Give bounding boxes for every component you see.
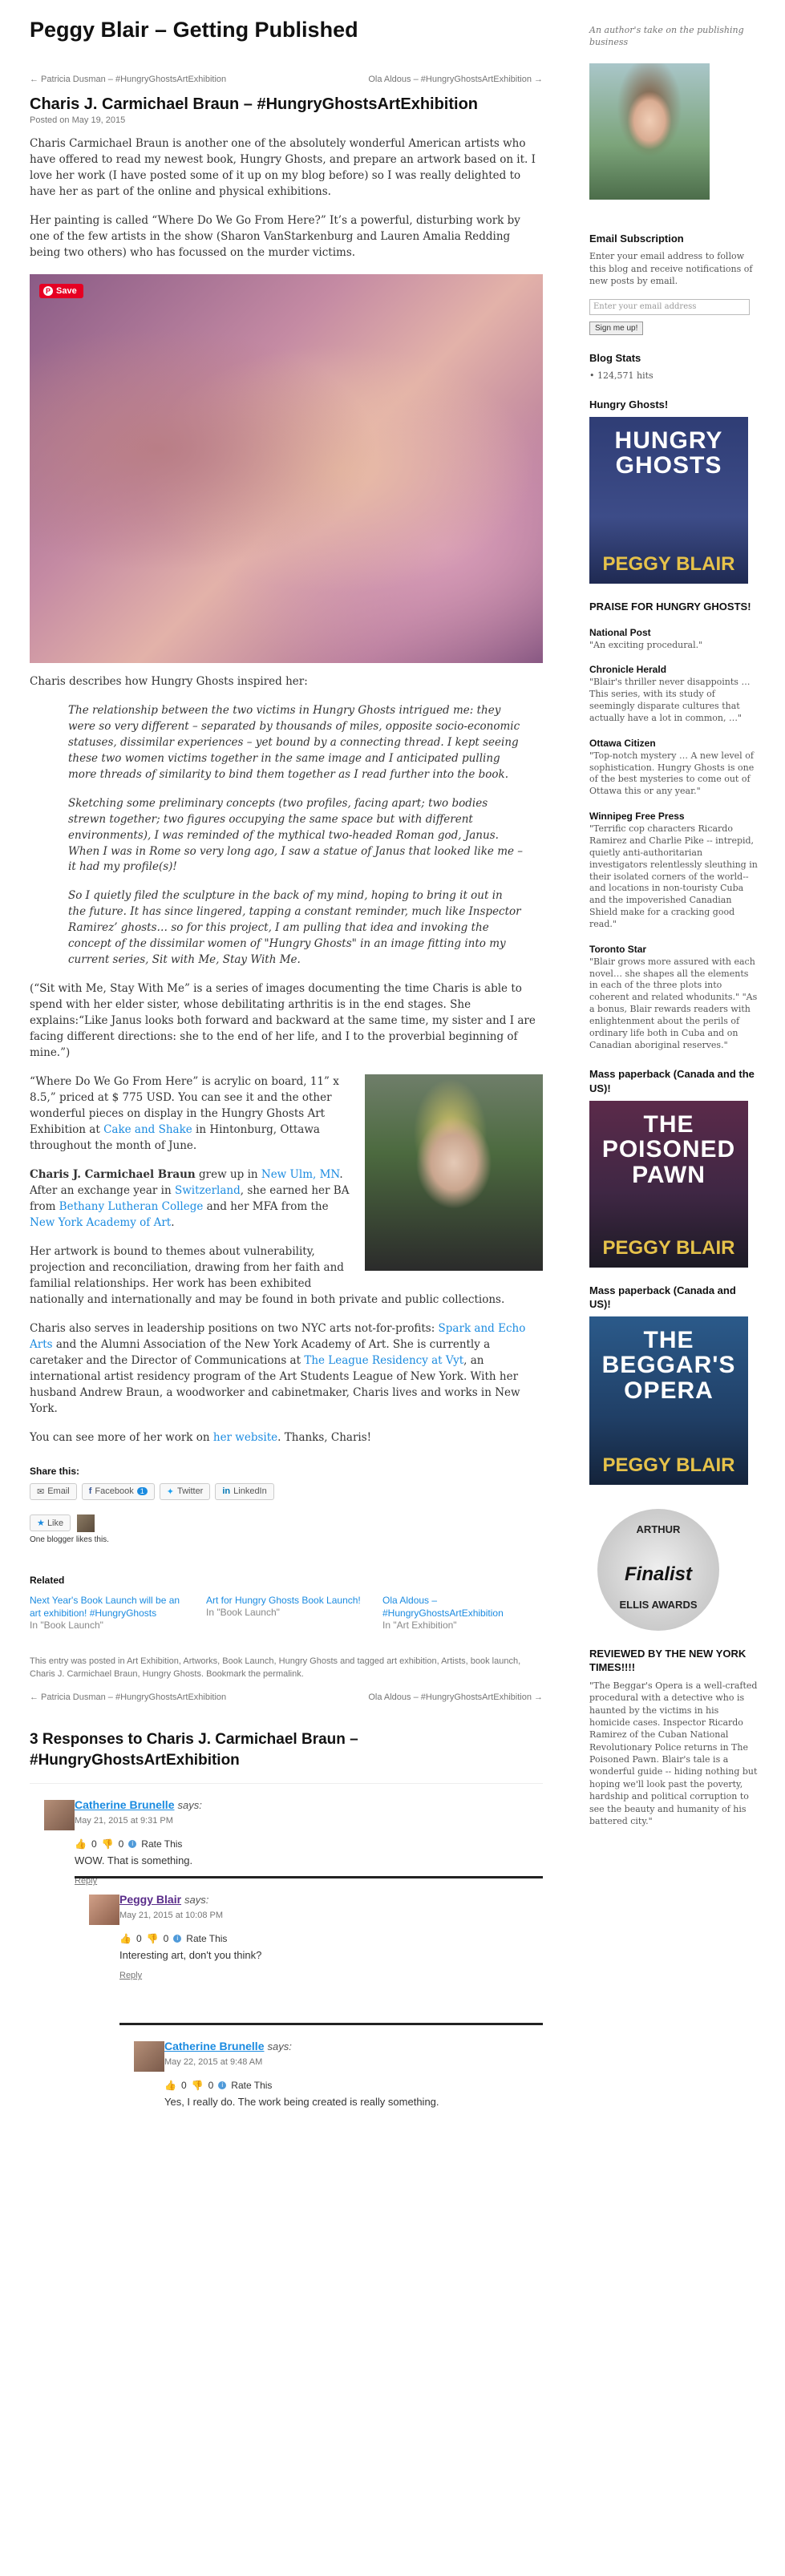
poisoned-pawn-heading: Mass paperback (Canada and the US)! bbox=[589, 1068, 755, 1095]
next-post-link[interactable]: Ola Aldous – #HungryGhostsArtExhibition → bbox=[368, 75, 543, 84]
thumbs-down-count: 0 bbox=[163, 1933, 169, 1945]
post-date-line bbox=[30, 115, 543, 125]
category-link[interactable]: Hungry Ghosts bbox=[278, 1656, 338, 1666]
linkedin-icon: in bbox=[222, 1486, 231, 1496]
share-facebook-button[interactable] bbox=[82, 1483, 155, 1500]
comment-nested bbox=[119, 2023, 543, 2113]
thumbs-up-count: 0 bbox=[180, 2080, 187, 2092]
like-row bbox=[30, 1514, 543, 1532]
category-link[interactable]: Book Launch bbox=[222, 1656, 274, 1666]
envelope-icon: ✉ bbox=[37, 1486, 45, 1497]
post-paragraph-4: (“Sit with Me, Stay With Me” is a series of images documenting the time Charis is able to spend with her elder sister, whose debilitating arthritis is in the end stages. She explains:“Like Janus looks both forward and backward at the same time, my sister and I are facing different directions: she to the end of her life, and I to the proverbial beginning of mine.”) bbox=[30, 982, 536, 1060]
pinterest-save-button[interactable] bbox=[39, 284, 83, 298]
author-headshot bbox=[589, 63, 710, 200]
praise-quote: "Blair grows more assured with each novel… she shapes all the elements in each of the three plots into coherent and related whodunits." "As a bonus, Blair rewards readers with enlightenment about the perils of ordinary life both in Cuba and on Canadian aboriginal reserves." bbox=[589, 956, 758, 1050]
poisoned-pawn-cover[interactable] bbox=[589, 1101, 748, 1268]
comment-body bbox=[164, 2025, 543, 2108]
p6-text-a: grew up in bbox=[195, 1167, 261, 1181]
beggars-opera-cover[interactable] bbox=[589, 1316, 748, 1485]
nyaa-link[interactable]: New York Academy of Art bbox=[30, 1215, 172, 1229]
blog-stats-hits: 124,571 hits bbox=[597, 370, 653, 382]
thumbs-up-count: 0 bbox=[91, 1838, 97, 1850]
artist-photo bbox=[365, 1074, 543, 1271]
rate-this-label: Rate This bbox=[231, 2080, 273, 2092]
rating-row bbox=[119, 1933, 543, 1944]
praise-quote: "Terrific cop characters Ricardo Ramirez and Charlie Pike -- intrepid, quietly anti-authoritarian investigators relentlessly sleuthing in their isolated corners of the world-- and locations in non-touristy Cuba and the impoverished Canadian Shield make for a cracking good read." bbox=[589, 823, 758, 929]
book-cover-title: THE BEGGAR'S OPERA bbox=[601, 1326, 736, 1404]
prev-post-link[interactable]: ← Patricia Dusman – #HungryGhostsArtExhibition bbox=[30, 75, 227, 84]
commenter-avatar bbox=[44, 1800, 75, 1830]
quote-paragraph-2: Sketching some preliminary concepts (two profiles, facing apart; two bodies strewn together; two figures occupying the same space but with different environments), I was reminded of the mythical two-headed Roman god, Janus. When I was in Rome so very long ago, I saw a statue of Janus that looked like me – it had my profile(s)! bbox=[68, 796, 524, 874]
meta-text-c: . Bookmark the bbox=[201, 1669, 264, 1680]
p9-text-b: . Thanks, Charis! bbox=[277, 1430, 372, 1444]
book-cover-title: THE POISONED PAWN bbox=[601, 1110, 736, 1188]
tag-link[interactable]: book launch bbox=[470, 1656, 519, 1666]
p9-text-a: You can see more of her work on bbox=[30, 1430, 213, 1444]
bethany-link[interactable]: Bethany Lutheran College bbox=[59, 1199, 204, 1213]
info-icon[interactable]: i bbox=[128, 1840, 136, 1848]
hungry-ghosts-cover[interactable] bbox=[589, 417, 748, 584]
thumbs-up-count: 0 bbox=[136, 1933, 142, 1945]
pinterest-icon: P bbox=[43, 286, 53, 296]
praise-list bbox=[589, 627, 758, 1052]
p6-text-e: . bbox=[171, 1215, 175, 1229]
comment-date[interactable]: May 21, 2015 at 9:31 PM bbox=[75, 1816, 173, 1826]
comment-date[interactable]: May 21, 2015 at 10:08 PM bbox=[119, 1911, 224, 1921]
related-link[interactable]: Art for Hungry Ghosts Book Launch! bbox=[206, 1594, 361, 1606]
post-paragraph-3: Charis describes how Hungry Ghosts inspired her: bbox=[30, 674, 308, 688]
category-link[interactable]: Artworks bbox=[183, 1656, 218, 1666]
rating-row bbox=[75, 1838, 543, 1850]
thumbs-down-icon[interactable]: 👎 bbox=[101, 1838, 114, 1850]
praise-quote: "An exciting procedural." bbox=[589, 639, 703, 650]
rating-row bbox=[164, 2080, 543, 2091]
twitter-icon: ✦ bbox=[166, 1486, 174, 1497]
rate-this-label: Rate This bbox=[141, 1838, 183, 1850]
reply-link[interactable]: Reply bbox=[119, 1971, 143, 1981]
p8-text-c: , an international artist residency program of the Art Students League of New York. With her husband Andrew Braun, a woodworker and cabinetmaker, Charis lives and works in New York. bbox=[30, 1353, 520, 1415]
comment-author[interactable]: Catherine Brunelle bbox=[164, 2040, 265, 2053]
share-facebook-label: Facebook bbox=[95, 1486, 134, 1496]
email-subscription-heading: Email Subscription bbox=[589, 232, 684, 245]
hungry-ghosts-heading: Hungry Ghosts! bbox=[589, 398, 669, 411]
thumbs-down-icon[interactable]: 👎 bbox=[191, 2080, 204, 2092]
commenter-avatar bbox=[134, 2041, 164, 2072]
site-title[interactable]: Peggy Blair – Getting Published bbox=[30, 18, 358, 42]
prev-post-link[interactable]: ← Patricia Dusman – #HungryGhostsArtExhibition bbox=[30, 1692, 227, 1702]
praise-source: Winnipeg Free Press bbox=[589, 811, 685, 823]
post-date-link[interactable]: May 19, 2015 bbox=[71, 115, 126, 125]
p8-text-b: and the Alumni Association of the New York Academy of Art. She is currently a caretaker and the Director of Communications at bbox=[30, 1337, 491, 1367]
meta-text-b: and tagged bbox=[338, 1656, 387, 1666]
permalink-link[interactable]: permalink bbox=[263, 1669, 301, 1680]
praise-source: National Post bbox=[589, 626, 651, 638]
award-mid-text: Finalist bbox=[624, 1563, 692, 1585]
post-navigation-top bbox=[30, 75, 543, 84]
like-label: Like bbox=[47, 1519, 64, 1528]
comment-reply-thread bbox=[75, 1876, 543, 2023]
nyt-review-text: "The Beggar's Opera is a well-crafted procedural with a detective who is haunted by the victims in his homicide cases. Inspector Ricardo Ramirez of the Cuban National Revolutionary Police returns in The Poisoned Pawn. Blair's tale is a wonderful guide -- hiding nothing but hoping we'll look past the poverty, hardship and political corruption to see the beauty and humanity of his battered city." bbox=[589, 1680, 758, 1827]
related-heading: Related bbox=[30, 1574, 65, 1586]
new-ulm-link[interactable]: New Ulm, MN bbox=[261, 1167, 340, 1181]
book-cover-author: PEGGY BLAIR bbox=[602, 1236, 735, 1259]
related-link[interactable]: Next Year's Book Launch will be an art exhibition! #HungryGhosts bbox=[30, 1594, 180, 1619]
post-paragraph-9 bbox=[30, 1430, 543, 1446]
share-linkedin-label: LinkedIn bbox=[233, 1486, 267, 1496]
thumbs-down-icon[interactable]: 👎 bbox=[146, 1933, 159, 1945]
comment-body bbox=[75, 1784, 543, 1886]
related-item bbox=[382, 1594, 543, 1631]
commenter-avatar bbox=[89, 1895, 119, 1925]
facebook-count-badge: 1 bbox=[137, 1487, 148, 1495]
post-paragraph-8 bbox=[30, 1321, 543, 1417]
meta-text-d: . bbox=[301, 1669, 304, 1680]
share-email-button[interactable] bbox=[30, 1483, 77, 1500]
comments-heading: 3 Responses to Charis J. Carmichael Braun – #HungryGhostsArtExhibition bbox=[30, 1730, 358, 1769]
thumbs-up-icon[interactable]: 👍 bbox=[164, 2080, 176, 2092]
tag-link[interactable]: Charis J. Carmichael Braun bbox=[30, 1669, 138, 1680]
entry-meta: This entry was posted in Art Exhibition, Artworks, Book Launch, Hungry Ghosts and tagged art exhibition, Artists, book launch, Charis J. Carmichael Braun, Hungry Ghosts. Bookmark the permalink. bbox=[30, 1656, 521, 1680]
painting-image bbox=[30, 274, 543, 663]
thumbs-up-icon[interactable]: 👍 bbox=[75, 1838, 87, 1850]
share-twitter-label: Twitter bbox=[176, 1486, 204, 1496]
post-title: Charis J. Carmichael Braun – #HungryGhostsArtExhibition bbox=[30, 95, 479, 113]
sign-up-button[interactable]: Sign me up! bbox=[589, 321, 643, 335]
related-item bbox=[30, 1594, 190, 1631]
p5-text-a: “Where Do We Go From Here” is acrylic on board, 11” x 8.5,” priced at $ 775 USD. You can see it and the other wonderful pieces on display in the Hungry Ghosts Art Exhibition at bbox=[30, 1075, 339, 1137]
post-paragraph-2: Her painting is called “Where Do We Go From Here?” It’s a powerful, disturbing work by one of the few artists in the show (Sharon VanStarkenburg and Lauren Amalia Redding being two others) who has focussed on the murder victims. bbox=[30, 213, 520, 259]
related-category: In "Art Exhibition" bbox=[382, 1619, 457, 1631]
blog-stats-heading: Blog Stats bbox=[589, 351, 641, 364]
p8-text-a: Charis also serves in leadership positions on two NYC arts not-for-profits: bbox=[30, 1321, 439, 1335]
posted-prefix: Posted on bbox=[30, 115, 70, 125]
related-item bbox=[206, 1594, 366, 1631]
quote-paragraph-1: The relationship between the two victims in Hungry Ghosts intrigued me: they were so very different – separated by thousands of miles, opposite socio-economic statuses, dissimilar experiences – yet bound by a connecting thread. I kept seeing these two women victims together in the same image and I anticipated pulling more threads of similarity to bind them together as I read further into the book. bbox=[68, 703, 520, 781]
award-bottom-text: ELLIS AWARDS bbox=[619, 1598, 698, 1611]
star-icon: ★ bbox=[37, 1519, 45, 1528]
post-paragraph-7: Her artwork is bound to themes about vulnerability, projection and reconciliation, drawing from her faith and familial relationships. Her work has been exhibited nationally and internationally and may be found in both private and public collections. bbox=[30, 1244, 505, 1306]
comment-date[interactable]: May 22, 2015 at 9:48 AM bbox=[164, 2057, 263, 2068]
says-label: says: bbox=[267, 2040, 292, 2053]
comment-text: Yes, I really do. The work being created is really something. bbox=[164, 2096, 439, 2109]
p5-text-b: in Hintonburg, Ottawa throughout the month of June. bbox=[30, 1123, 320, 1152]
email-input[interactable]: Enter your email address bbox=[589, 299, 750, 315]
rate-this-label: Rate This bbox=[186, 1933, 228, 1945]
artist-quote bbox=[30, 703, 543, 969]
book-cover-title: HUNGRY GHOSTS bbox=[614, 427, 723, 479]
info-icon[interactable]: i bbox=[173, 1935, 181, 1943]
likes-text: One blogger likes this. bbox=[30, 1535, 109, 1544]
award-top-text: ARTHUR bbox=[636, 1523, 681, 1535]
liker-avatar[interactable] bbox=[77, 1514, 95, 1532]
thumbs-up-icon[interactable]: 👍 bbox=[119, 1933, 132, 1945]
says-label: says: bbox=[177, 1799, 202, 1812]
comment-text: WOW. That is something. bbox=[75, 1854, 193, 1867]
tag-link[interactable]: Hungry Ghosts bbox=[142, 1669, 201, 1680]
book-cover-author: PEGGY BLAIR bbox=[602, 1454, 735, 1476]
related-link[interactable]: Ola Aldous – #HungryGhostsArtExhibition bbox=[382, 1594, 504, 1619]
comment-author[interactable]: Catherine Brunelle bbox=[75, 1798, 175, 1812]
switzerland-link[interactable]: Switzerland bbox=[174, 1183, 241, 1197]
praise-quote: "Blair's thriller never disappoints …This series, with its study of seemingly disparate cultures that actually have a lot in common, …" bbox=[589, 677, 751, 723]
arthur-ellis-award-badge bbox=[597, 1509, 719, 1631]
quote-paragraph-3: So I quietly filed the sculpture in the back of my mind, hoping to bring it out in the future. It has since lingered, tapping a constant reminder, much like Inspector Ramirez’ ghosts… so for this project, I am pulling that idea and invoking the concept of the dissimilar women of "Hungry Ghosts" in an image fitting into my current series, Sit with Me, Stay With Me. bbox=[68, 889, 521, 967]
email-subscription-desc: Enter your email address to follow this blog and receive notifications of new posts by email. bbox=[589, 251, 753, 287]
meta-text-a: This entry was posted in bbox=[30, 1656, 127, 1666]
related-category: In "Book Launch" bbox=[30, 1619, 103, 1631]
artist-name: Charis J. Carmichael Braun bbox=[30, 1167, 196, 1181]
post-paragraph-1: Charis Carmichael Braun is another one of the absolutely wonderful American artists who have offered to read my newest book, Hungry Ghosts, and prepare an artwork based on it. I love her work (I have posted some of it up on my blog before) so I was really delighted to have her as part of the online and physical exhibitions. bbox=[30, 137, 536, 198]
site-tagline: An author's take on the publishing business bbox=[589, 25, 744, 48]
says-label: says: bbox=[184, 1894, 209, 1907]
like-button[interactable] bbox=[30, 1514, 71, 1531]
main-column bbox=[30, 0, 543, 2113]
praise-source: Ottawa Citizen bbox=[589, 737, 656, 749]
share-email-label: Email bbox=[47, 1486, 70, 1496]
comment bbox=[30, 1783, 543, 1887]
praise-quote: "Top-notch mystery … A new level of sophistication. Hungry Ghosts is one of the best mysteries to come out of Ottawa this or any year." bbox=[589, 750, 755, 797]
p6-text-d: and her MFA from the bbox=[203, 1199, 329, 1213]
share-heading: Share this: bbox=[30, 1465, 80, 1477]
p6-text-c: , she earned her BA from bbox=[30, 1183, 350, 1213]
praise-heading: PRAISE FOR HUNGRY GHOSTS! bbox=[589, 600, 751, 613]
share-buttons bbox=[30, 1483, 543, 1500]
share-twitter-button[interactable] bbox=[160, 1483, 211, 1500]
comment-author[interactable]: Peggy Blair bbox=[119, 1893, 182, 1907]
tag-link[interactable]: art exhibition bbox=[386, 1656, 437, 1666]
league-residency-link[interactable]: The League Residency at Vyt bbox=[304, 1353, 464, 1367]
post-navigation-bottom bbox=[30, 1692, 543, 1702]
tag-link[interactable]: Artists bbox=[441, 1656, 466, 1666]
p6-text-b: . After an exchange year in bbox=[30, 1167, 343, 1197]
info-icon[interactable]: i bbox=[218, 2081, 226, 2089]
spark-echo-link[interactable]: Spark and Echo Arts bbox=[30, 1321, 526, 1351]
her-website-link[interactable]: her website bbox=[212, 1430, 278, 1444]
comment-text: Interesting art, don't you think? bbox=[119, 1949, 262, 1962]
nyt-review-heading: REVIEWED BY THE NEW YORK TIMES!!!! bbox=[589, 1647, 747, 1674]
related-posts bbox=[30, 1594, 543, 1631]
praise-source: Chronicle Herald bbox=[589, 664, 667, 676]
share-linkedin-button[interactable] bbox=[215, 1483, 273, 1500]
related-category: In "Book Launch" bbox=[206, 1606, 280, 1618]
thumbs-down-count: 0 bbox=[118, 1838, 124, 1850]
praise-source: Toronto Star bbox=[589, 943, 647, 955]
category-link[interactable]: Art Exhibition bbox=[127, 1656, 179, 1666]
next-post-link[interactable]: Ola Aldous – #HungryGhostsArtExhibition → bbox=[368, 1692, 543, 1702]
blog-stats-value: • 124,571 hits bbox=[589, 370, 653, 382]
sidebar bbox=[589, 24, 758, 1827]
reply-link[interactable]: Reply bbox=[75, 1876, 98, 1887]
cake-and-shake-link[interactable]: Cake and Shake bbox=[103, 1123, 192, 1137]
book-cover-author: PEGGY BLAIR bbox=[602, 552, 735, 575]
thumbs-down-count: 0 bbox=[208, 2080, 214, 2092]
comment-body bbox=[119, 1878, 543, 1980]
beggars-opera-heading: Mass paperback (Canada and US)! bbox=[589, 1284, 736, 1311]
save-label: Save bbox=[56, 285, 77, 296]
facebook-icon: f bbox=[88, 1486, 92, 1496]
